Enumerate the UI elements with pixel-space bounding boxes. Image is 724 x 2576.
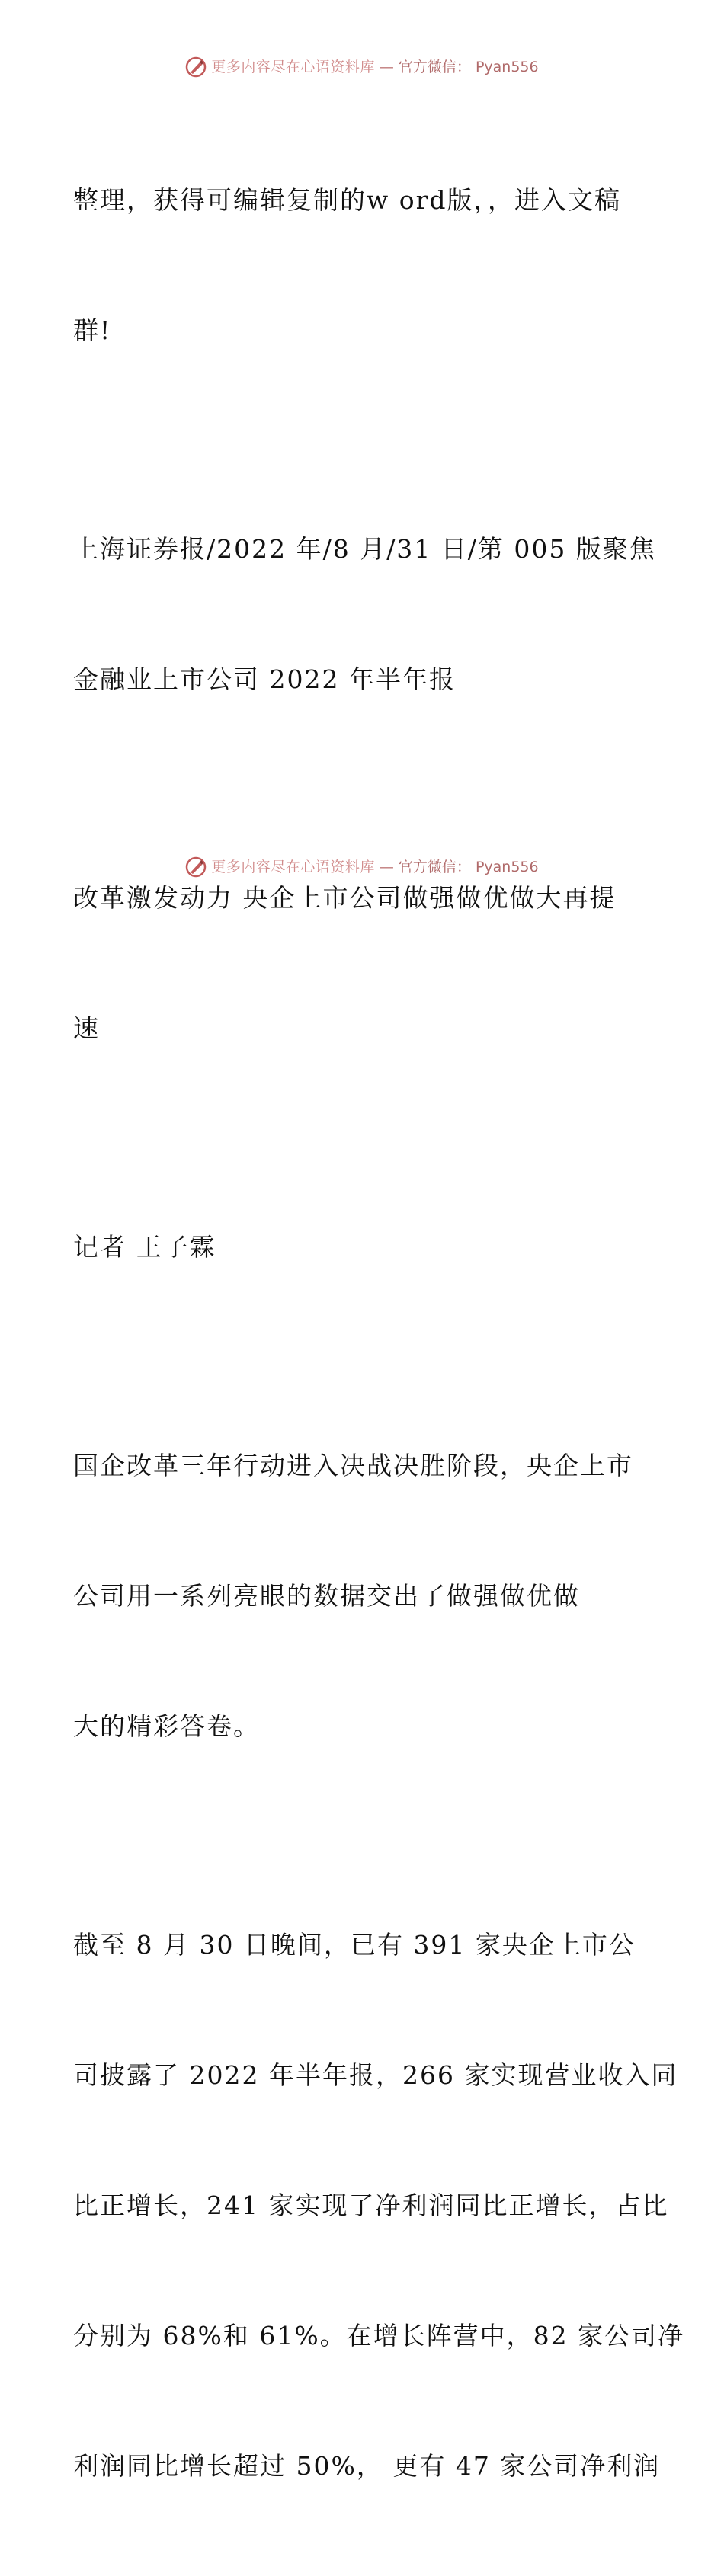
watermark-text: 更多内容尽在心语资料库 [211, 59, 375, 75]
paragraph-2-line-4: 分别为 68%和 61%。在增长阵营中，82 家公司净 [73, 2321, 685, 2350]
source-line [73, 440, 660, 788]
paragraph-1-line-3: 大的精彩答卷。 [73, 1711, 260, 1741]
article-byline [73, 1138, 660, 1355]
source-line-1: 上海证券报/2022 年/8 月/31 日/第 005 版聚焦 [73, 534, 656, 564]
pen-logo-icon [185, 56, 207, 78]
watermark-footer [0, 856, 724, 878]
watermark-contact-id: Pyan556 [475, 59, 539, 75]
headline-line-1: 改革激发动力 央企上市公司做强做优做大再提 [73, 883, 617, 913]
document-body [73, 91, 685, 2576]
intro-paragraph [73, 91, 660, 439]
watermark-separator: — [379, 59, 394, 75]
paragraph-1-line-1: 国企改革三年行动进入决战决胜阶段，央企上市 [73, 1451, 633, 1480]
intro-line-1: 整理，获得可编辑复制的w ord版，，进入文稿 [73, 185, 622, 215]
paragraph-2 [73, 1836, 685, 2574]
headline-line-2: 速 [73, 1013, 100, 1043]
pen-logo-icon [185, 856, 207, 878]
source-line-2: 金融业上市公司 2022 年半年报 [73, 664, 456, 694]
watermark-header [0, 56, 724, 78]
intro-line-2: 群! [73, 315, 112, 345]
article-headline [73, 789, 660, 1137]
paragraph-2-line-5: 利润同比增长超过 50%， 更有 47 家公司净利润 [73, 2451, 661, 2481]
byline-text: 记者 王子霖 [73, 1232, 216, 1262]
watermark-contact-label: 官方微信： [398, 59, 471, 75]
paragraph-1 [73, 1357, 660, 1835]
watermark-contact-id: Pyan556 [475, 859, 539, 875]
paragraph-2-line-1: 截至 8 月 30 日晚间，已有 391 家央企上市公 [73, 1930, 636, 1960]
watermark-separator: — [379, 859, 394, 875]
paragraph-2-line-2: 司披露了 2022 年半年报，266 家实现营业收入同 [73, 2060, 678, 2090]
watermark-contact-label: 官方微信： [398, 859, 471, 875]
paragraph-2-line-3: 比正增长，241 家实现了净利润同比正增长，占比 [73, 2190, 669, 2220]
paragraph-1-line-2: 公司用一系列亮眼的数据交出了做强做优做 [73, 1581, 580, 1611]
watermark-text: 更多内容尽在心语资料库 [211, 859, 375, 875]
